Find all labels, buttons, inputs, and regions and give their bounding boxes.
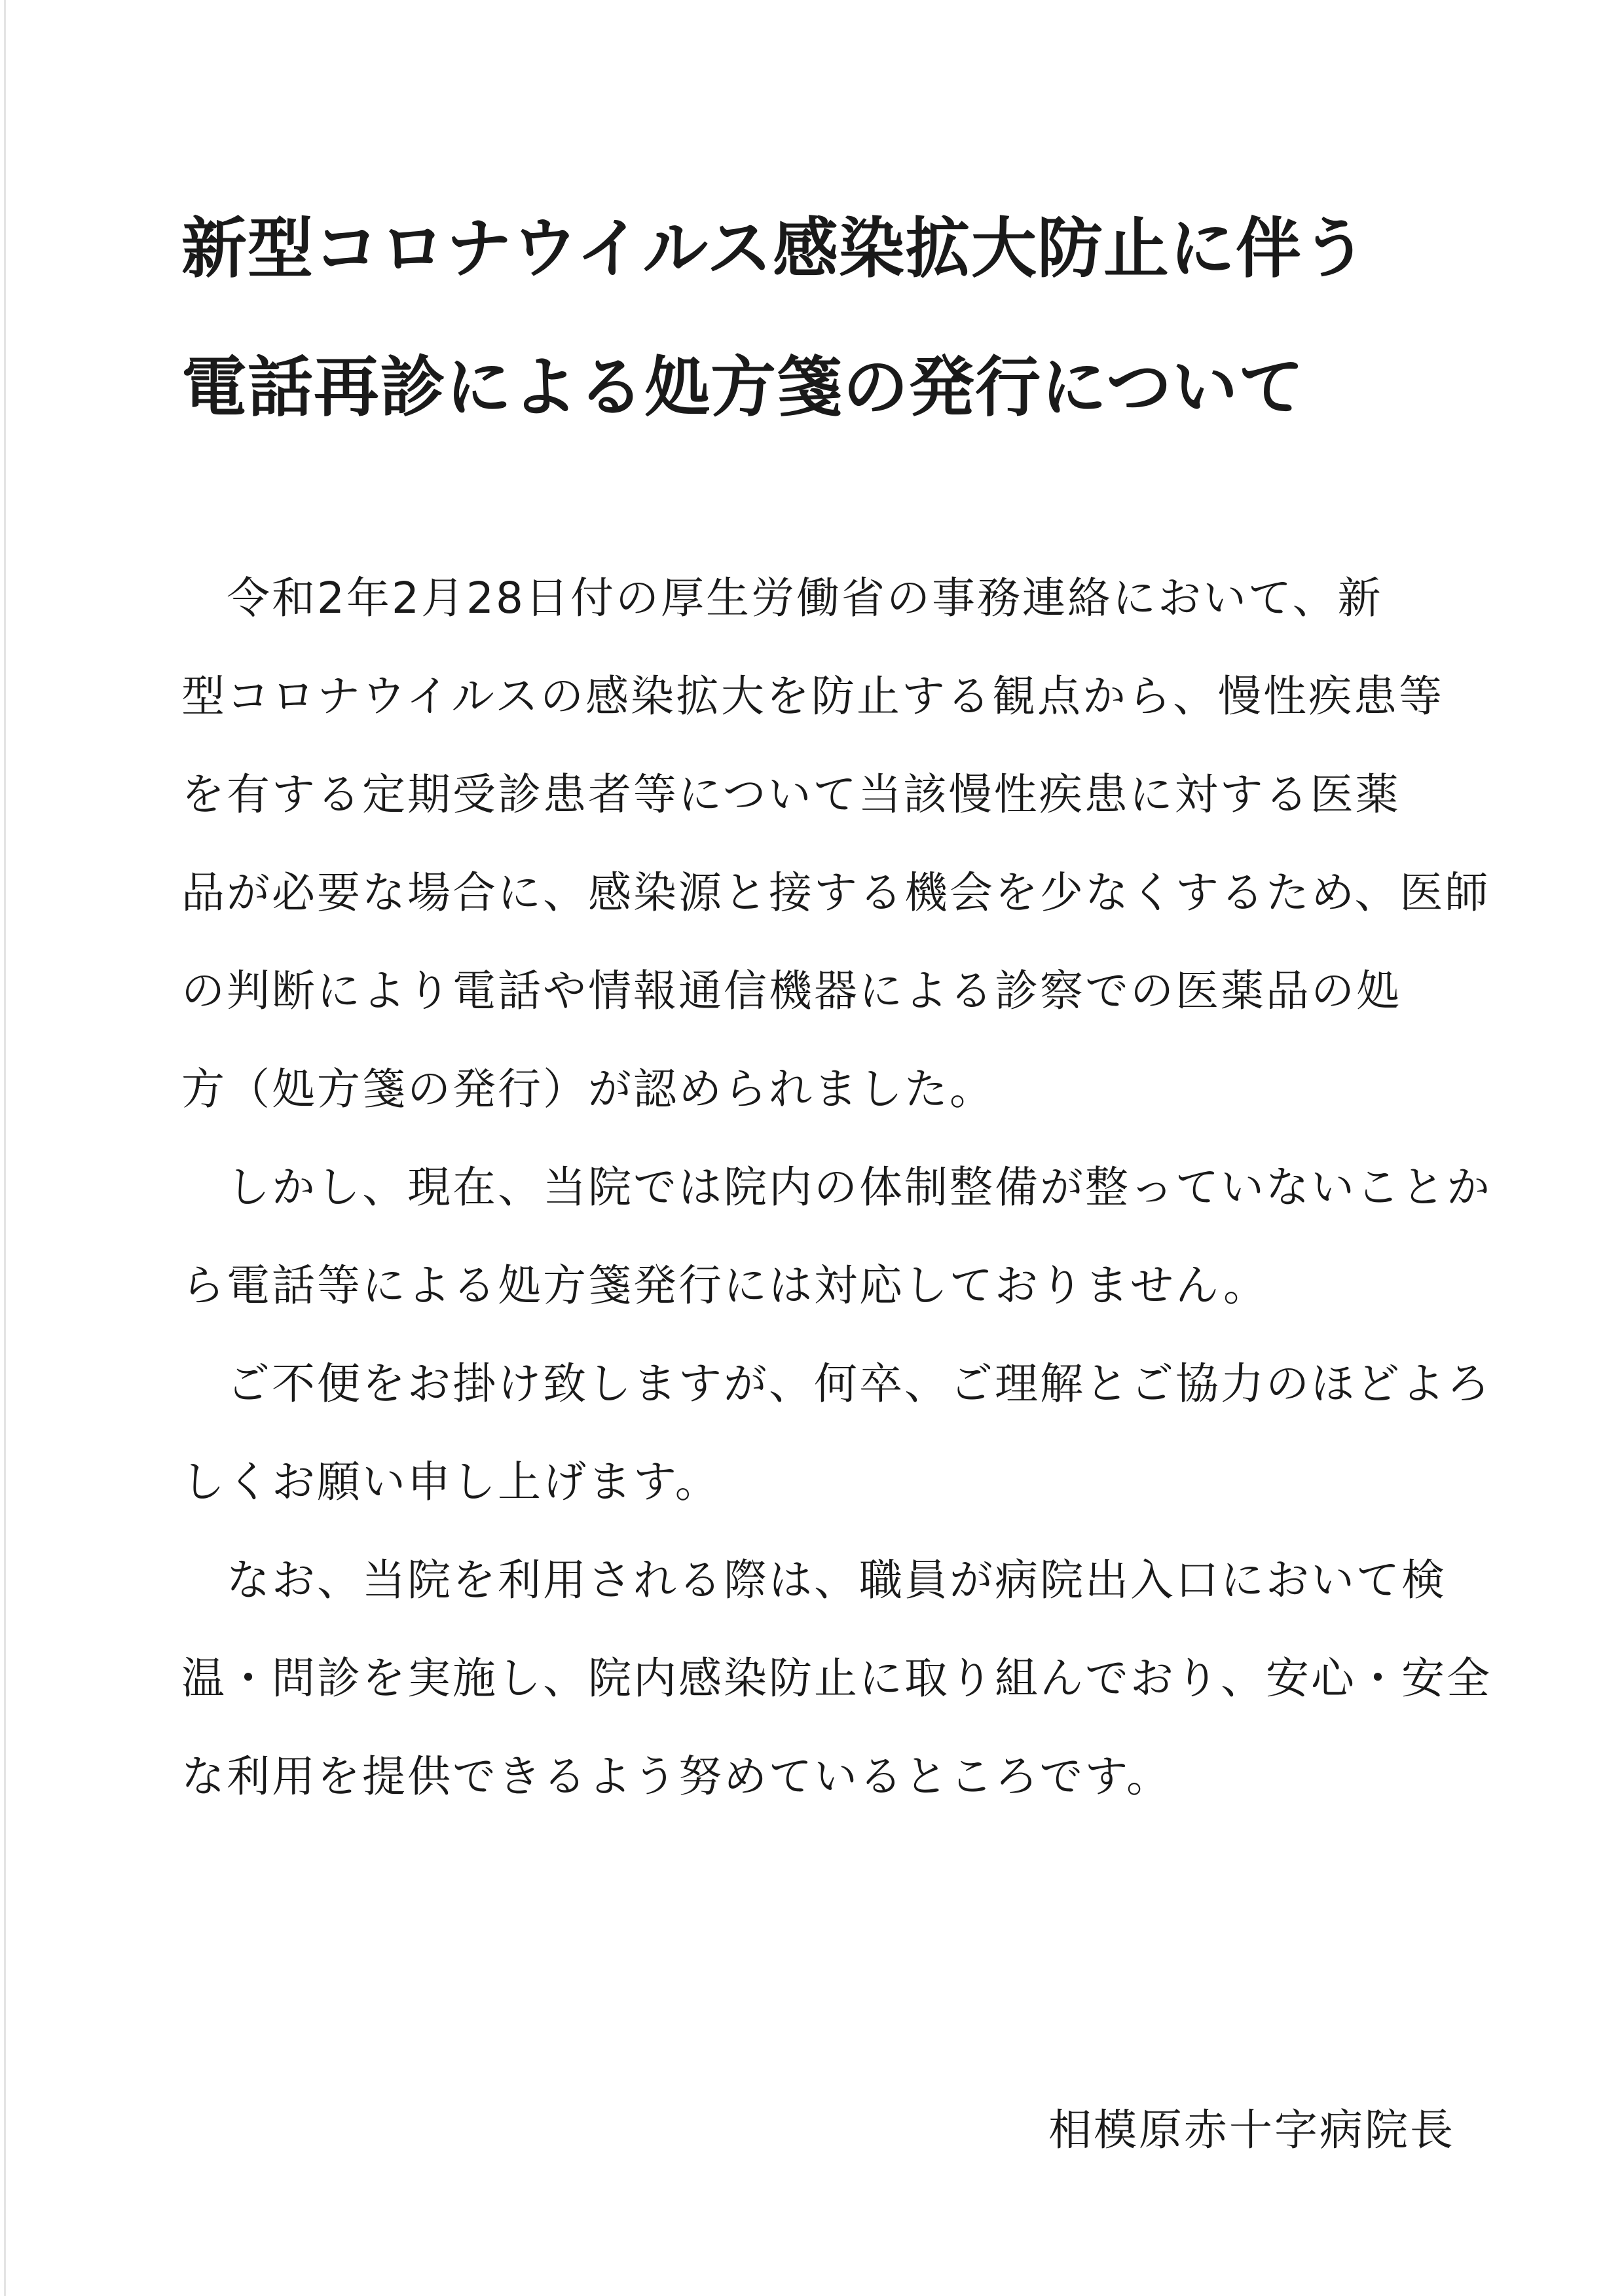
signature: 相模原赤十字病院長	[1048, 2105, 1455, 2155]
body-line: 型コロナウイルスの感染拡大を防止する観点から、慢性疾患等	[181, 671, 1445, 721]
body-line: の判断により電話や情報通信機器による診察での医薬品の処	[181, 966, 1401, 1016]
notice-title-line-2: 電話再診による処方箋の発行について	[181, 349, 1304, 426]
body-line: ご不便をお掛け致しますが、何卒、ご理解とご協力のほどよろ	[181, 1358, 1492, 1409]
body-line: 温・問診を実施し、院内感染防止に取り組んでおり、安心・安全	[181, 1653, 1492, 1704]
body-line: しくお願い申し上げます。	[181, 1457, 720, 1507]
notice-title-line-1: 新型コロナウイルス感染拡大防止に伴う	[181, 210, 1368, 287]
body-line: な利用を提供できるよう努めているところです。	[181, 1751, 1172, 1802]
body-line: 令和2年2月28日付の厚生労働省の事務連絡において、新	[181, 573, 1383, 623]
body-line: 方（処方箋の発行）が認められました。	[181, 1064, 995, 1114]
body-line: ら電話等による処方箋発行には対応しておりません。	[181, 1260, 1268, 1311]
body-line: 品が必要な場合に、感染源と接する機会を少なくするため、医師	[181, 867, 1490, 918]
body-line: を有する定期受診患者等について当該慢性疾患に対する医薬	[181, 769, 1401, 820]
body-line: なお、当院を利用される際は、職員が病院出入口において検	[181, 1555, 1447, 1605]
body-line: しかし、現在、当院では院内の体制整備が整っていないことか	[181, 1162, 1492, 1212]
scan-edge	[4, 0, 6, 2296]
